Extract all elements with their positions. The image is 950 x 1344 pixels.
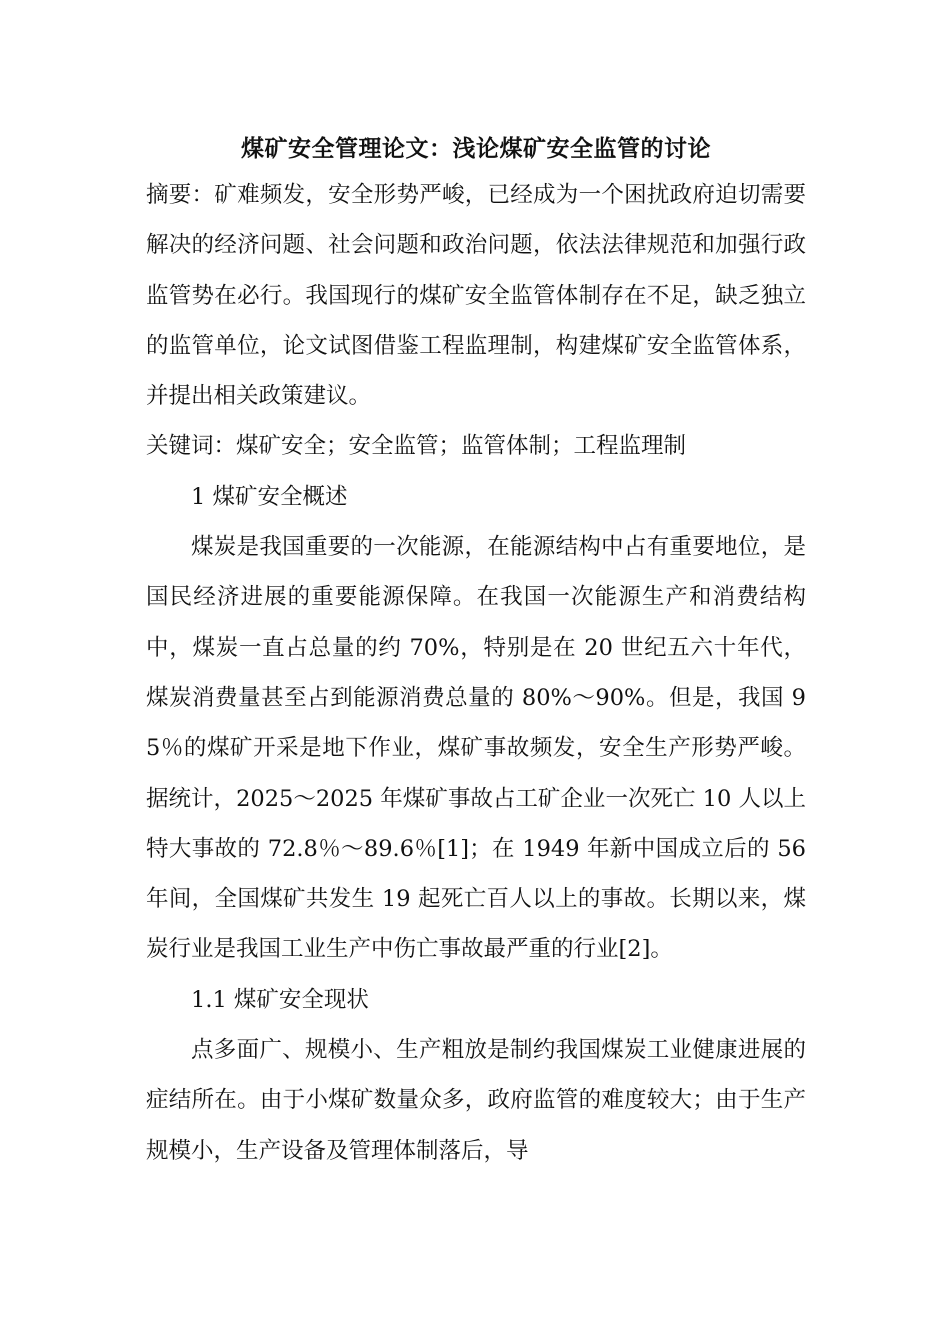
section-paragraph-1-1: 点多面广、规模小、生产粗放是制约我国煤炭工业健康进展的症结所在。由于小煤矿数量众多，政府监管的难度较大；由于生产规模小，生产设备及管理体制落后，导 xyxy=(146,1037,806,1164)
document-page xyxy=(146,130,806,1176)
keywords-paragraph: 关键词：煤矿安全；安全监管；监管体制；工程监理制 xyxy=(146,433,687,460)
abstract-paragraph: 摘要：矿难频发，安全形势严峻，已经成为一个困扰政府迫切需要解决的经济问题、社会问题和政治问题，依法法律规范和加强行政监管势在必行。我国现行的煤矿安全监管体制存在不足，缺乏独立的监管单位，论文试图借鉴工程监理制，构建煤矿安全监管体系，并提出相关政策建议。 xyxy=(146,182,806,410)
section-heading-1: 1 煤矿安全概述 xyxy=(191,483,348,510)
document-title: 煤矿安全管理论文：浅论煤矿安全监管的讨论 xyxy=(241,135,711,162)
section-paragraph-1: 煤炭是我国重要的一次能源，在能源结构中占有重要地位，是国民经济进展的重要能源保障。在我国一次能源生产和消费结构中，煤炭一直占总量的约 70%，特别是在 20 世纪五六十年代，煤炭消费量甚至占到能源消费总量的 80%～90%。但是，我国 95％的煤矿开采是地下作业，煤矿事故频发，安全生产形势严峻。据统计，2025～2025 年煤矿事故占工矿企业一次死亡 10 人以上特大事故的 72.8％～89.6％[1]；在 1949 年新中国成立后的 56 年间，全国煤矿共发生 19 起死亡百人以上的事故。长期以来，煤炭行业是我国工业生产中伤亡事故最严重的行业[2]。 xyxy=(146,534,806,963)
section-heading-1-1: 1.1 煤矿安全现状 xyxy=(191,986,369,1013)
